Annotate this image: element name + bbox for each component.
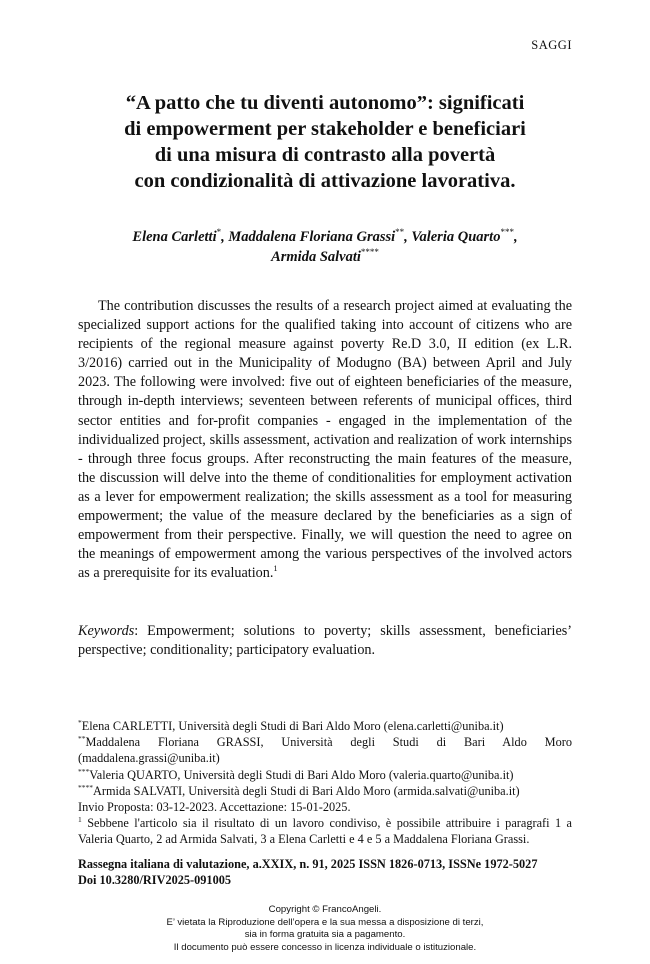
note-mark: 1 (78, 815, 82, 825)
author-name: Maddalena Floriana Grassi (228, 229, 396, 245)
note-mark: ** (78, 734, 86, 744)
note-text: Valeria QUARTO, Università degli Studi di Bari Aldo Moro (valeria.quarto@uniba.it) (89, 767, 514, 782)
author-mark: *** (500, 227, 514, 237)
title-line: di una misura di contrasto alla povertà (154, 144, 496, 166)
copyright-line: E’ vietata la Riproduzione dell’opera e la sua messa a disposizione di terzi, (166, 916, 484, 928)
footnote (78, 815, 572, 847)
author-list: Elena Carletti*, Maddalena Floriana Grassi**, Valeria Quarto***, Armida Salvati**** (132, 227, 518, 265)
author-name: Armida Salvati (271, 249, 361, 265)
title-line: con condizionalità di attivazione lavorativa. (134, 170, 516, 192)
note-mark: * (78, 718, 82, 727)
affiliation-note (78, 734, 572, 750)
copyright-notice (78, 904, 572, 954)
author-mark: * (216, 227, 222, 237)
affiliation-note (78, 783, 572, 799)
copyright-line: sia in forma gratuita sia a pagamento. (244, 929, 406, 941)
submission-dates: Invio Proposta: 03-12-2023. Accettazione: 15-01-2025. (78, 800, 351, 815)
abstract (78, 297, 572, 583)
title-line: di empowerment per stakeholder e beneficiari (124, 118, 526, 140)
note-text: Elena CARLETTI, Università degli Studi di Bari Aldo Moro (elena.carletti@uniba.it) (81, 719, 504, 733)
copyright-line: Copyright © FrancoAngeli. (268, 904, 382, 915)
keywords-text: : Empowerment; solutions to poverty; skills assessment, beneficiaries’ perspective; conditionality; participatory evaluation. (78, 623, 572, 659)
author-name: Elena Carletti (132, 229, 217, 245)
keywords-label: Keywords (78, 623, 135, 639)
copyright-line: Il documento può essere concesso in licenza individuale o istituzionale. (173, 941, 477, 953)
affiliation-note (78, 718, 572, 734)
article-title (78, 90, 572, 194)
journal-citation: Rassegna italiana di valutazione, a.XXIX, n. 91, 2025 ISSN 1826-0713, ISSNe 1972-5027 (78, 857, 538, 871)
keywords (78, 622, 572, 660)
note-text: Maddalena Floriana GRASSI, Università degli Studi di Bari Aldo Moro (85, 735, 572, 750)
journal-doi: Doi 10.3280/RIV2025-091005 (78, 873, 232, 888)
note-mark: *** (78, 766, 90, 776)
footnote-ref: 1 (273, 563, 278, 574)
note-text: Armida SALVATI, Università degli Studi di Bari Aldo Moro (armida.salvati@uniba.it) (93, 783, 520, 798)
author-mark: ** (395, 227, 405, 237)
author-name: Valeria Quarto (411, 229, 501, 245)
footnotes (78, 718, 572, 848)
note-mark: **** (78, 782, 93, 792)
title-line: “A patto che tu diventi autonomo”: significati (125, 92, 525, 114)
affiliation-note-cont: (maddalena.grassi@uniba.it) (78, 751, 220, 766)
journal-info (78, 856, 572, 888)
abstract-text: The contribution discusses the results of a research project aimed at evaluating the specialized support actions for the qualified taking into account of citizens who are recipients of the regional measure against poverty Re.D 3.0, II edition (ex L.R. 3/2016) carried out in the Municipality of Modugno (BA) between April and July 2023. The following were involved: five out of eighteen beneficiaries of the measure, through in-depth interviews; seventeen between referents of municipal offices, third sector entities and for-profit companies - engaged in the implementation of the individualized project, skills assessment, activation and realization of work internships - through three focus groups. After reconstructing the main features of the measure, the discussion will delve into the theme of conditionalities for employment activation as a lever for empowerment realization; the skills assessment as a tool for measuring empowerment; the value of the measure declared by the beneficiaries as a sign of empowerment from their perspective. Finally, we will question the need to agree on the meanings of empowerment among the various perspectives of the involved actors as a prerequisite for its evaluation. (78, 298, 572, 582)
author-mark: **** (360, 247, 379, 257)
affiliation-note (78, 767, 572, 783)
section-label: SAGGI (531, 38, 572, 52)
note-text: Sebbene l'articolo sia il risultato di un lavoro condiviso, è possibile attribuire i paragrafi 1 a Valeria Quarto, 2 ad Armida Salvati, 3 a Elena Carletti e 4 e 5 a Maddalena Floriana Grassi. (78, 816, 573, 847)
